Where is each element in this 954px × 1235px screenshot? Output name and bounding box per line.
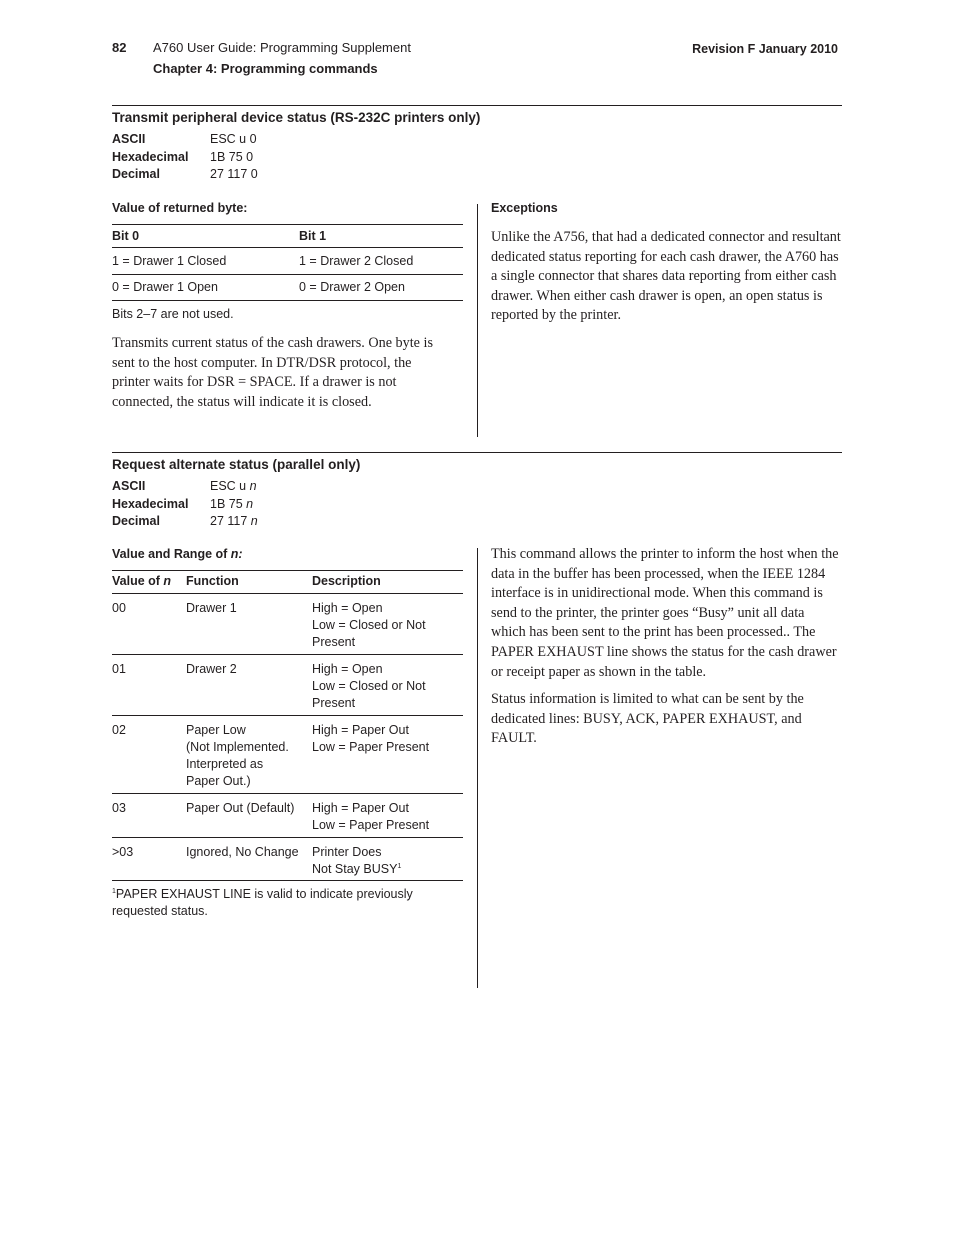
function-line: Ignored, No Change — [186, 845, 299, 859]
table-header-row — [112, 224, 463, 248]
code-row-decimal — [112, 166, 258, 184]
status-paragraph: This command allows the printer to inform the host when the data in the buffer has been processed, when the IEEE 1284 interface is in unidirectional mode. When this command is send to the printer, the printer goes “Busy” unit all data which has been sent to the print has been processed.. The PAPER EXHAUST line shows the status for the cash drawer or receipt paper as shown in the table. — [491, 546, 839, 680]
footnote — [112, 886, 442, 920]
table-header-row — [112, 570, 463, 594]
value-table — [112, 570, 463, 881]
footnote-text: PAPER EXHAUST LINE is valid to indicate previously requested status. — [112, 887, 413, 918]
code-value-text: 27 117 — [210, 514, 251, 528]
column-header-text: Value of — [112, 574, 164, 588]
function-line: Drawer 1 — [186, 601, 237, 615]
code-label: Hexadecimal — [112, 496, 189, 511]
section-title: Request alternate status (parallel only) — [112, 457, 361, 472]
code-variable: n — [249, 479, 257, 493]
returned-byte-heading: Value of returned byte: — [112, 201, 248, 215]
description-cell — [312, 844, 463, 880]
bit-table — [112, 224, 463, 301]
description-line — [312, 861, 463, 878]
table-row — [112, 838, 463, 881]
value-cell: 03 — [112, 801, 126, 815]
table-cell: 1 = Drawer 2 Closed — [299, 253, 414, 268]
description-cell — [312, 800, 463, 837]
description-line: Printer Does — [312, 845, 382, 859]
code-label: Hexadecimal — [112, 149, 189, 164]
description-cell — [312, 600, 463, 654]
description-line: Low = Closed or Not — [312, 618, 426, 632]
range-heading-variable: n: — [230, 547, 243, 561]
code-row-ascii — [112, 131, 258, 149]
function-line: (Not Implemented. — [186, 740, 289, 754]
description-text: Not Stay BUSY — [312, 862, 398, 876]
revision-label: Revision F January 2010 — [692, 42, 838, 56]
column-divider — [477, 204, 478, 437]
function-line: Interpreted as — [186, 757, 264, 771]
description-line: Low = Closed or Not — [312, 679, 426, 693]
description-line: High = Open — [312, 662, 383, 676]
table-row — [112, 794, 463, 838]
description-line: Low = Paper Present — [312, 818, 430, 832]
page-number: 82 — [112, 40, 127, 55]
table-row — [112, 594, 463, 655]
code-value: 1B 75 0 — [210, 149, 254, 164]
exceptions-paragraph: Unlike the A756, that had a dedicated connector and resultant dedicated status reporting for each cash drawer, the A760 has a single connector that shares data reporting from either cash drawer. When either cash drawer is open, an open status is reported by the printer. — [491, 229, 841, 324]
function-cell — [186, 800, 312, 837]
table-cell: 1 = Drawer 1 Closed — [112, 253, 227, 268]
range-heading — [112, 547, 243, 561]
bits-note: Bits 2–7 are not used. — [112, 307, 234, 321]
code-row-hex — [112, 149, 258, 167]
function-cell — [186, 722, 312, 793]
column-divider — [477, 548, 478, 988]
function-cell — [186, 600, 312, 654]
table-row — [112, 716, 463, 794]
code-variable: n — [250, 514, 258, 528]
exceptions-heading: Exceptions — [491, 201, 558, 215]
column-header-value — [112, 573, 186, 593]
table-row — [112, 275, 463, 302]
section-divider — [112, 105, 842, 106]
code-label: ASCII — [112, 132, 146, 146]
function-cell — [186, 844, 312, 880]
description-line: High = Paper Out — [312, 723, 409, 737]
description-line: Present — [312, 635, 356, 649]
code-value — [210, 496, 253, 514]
table-row — [112, 655, 463, 716]
description-line: High = Open — [312, 601, 383, 615]
range-heading-text: Value and Range of — [112, 547, 231, 561]
description-line: High = Paper Out — [312, 801, 409, 815]
guide-title: A760 User Guide: Programming Supplement — [153, 40, 411, 55]
table-cell: 0 = Drawer 2 Open — [299, 280, 405, 295]
function-line: Paper Out (Default) — [186, 801, 295, 815]
code-variable: n — [246, 496, 254, 511]
code-value — [210, 513, 258, 531]
value-cell: 01 — [112, 662, 126, 676]
code-row-ascii — [112, 478, 258, 496]
footnote-marker: 1 — [112, 887, 116, 895]
description-cell — [312, 722, 463, 793]
description-cell — [312, 661, 463, 715]
code-row-decimal — [112, 513, 258, 531]
function-line: Drawer 2 — [186, 662, 237, 676]
section-title: Transmit peripheral device status (RS-232C printers only) — [112, 110, 481, 125]
column-header-description: Description — [312, 574, 381, 588]
code-label: ASCII — [112, 479, 146, 493]
status-limit-paragraph: Status information is limited to what can be sent by the dedicated lines: BUSY, ACK, PAPER EXHAUST, and FAULT. — [491, 691, 804, 747]
column-header: Bit 0 — [112, 229, 140, 243]
code-value-text: ESC u — [210, 479, 250, 493]
chapter-title: Chapter 4: Programming commands — [153, 61, 378, 76]
code-label: Decimal — [112, 514, 160, 528]
code-value-text: 1B 75 — [210, 496, 247, 511]
code-row-hex — [112, 496, 258, 514]
value-cell: >03 — [112, 845, 134, 859]
description-line: Present — [312, 696, 356, 710]
code-label: Decimal — [112, 167, 160, 181]
command-codes — [112, 131, 258, 184]
column-header-variable: n — [163, 574, 172, 588]
function-cell — [186, 661, 312, 715]
table-row — [112, 248, 463, 275]
function-line: Paper Out.) — [186, 774, 251, 788]
description-line: Low = Paper Present — [312, 740, 430, 754]
value-cell: 02 — [112, 723, 126, 737]
description-paragraph: Transmits current status of the cash drawers. One byte is sent to the host computer. In DTR/DSR protocol, the printer waits for DSR = SPACE. If a drawer is not connected, the status will indicate it is closed. — [112, 335, 433, 410]
code-value: 27 117 0 — [210, 167, 258, 181]
column-header: Bit 1 — [299, 229, 327, 243]
footnote-marker: 1 — [397, 862, 402, 870]
function-line: Paper Low — [186, 723, 246, 737]
code-value — [210, 478, 257, 496]
section-divider — [112, 452, 842, 453]
command-codes — [112, 478, 258, 531]
column-header-function: Function — [186, 574, 239, 588]
code-value: ESC u 0 — [210, 132, 257, 146]
value-cell: 00 — [112, 601, 126, 615]
table-cell: 0 = Drawer 1 Open — [112, 280, 218, 295]
